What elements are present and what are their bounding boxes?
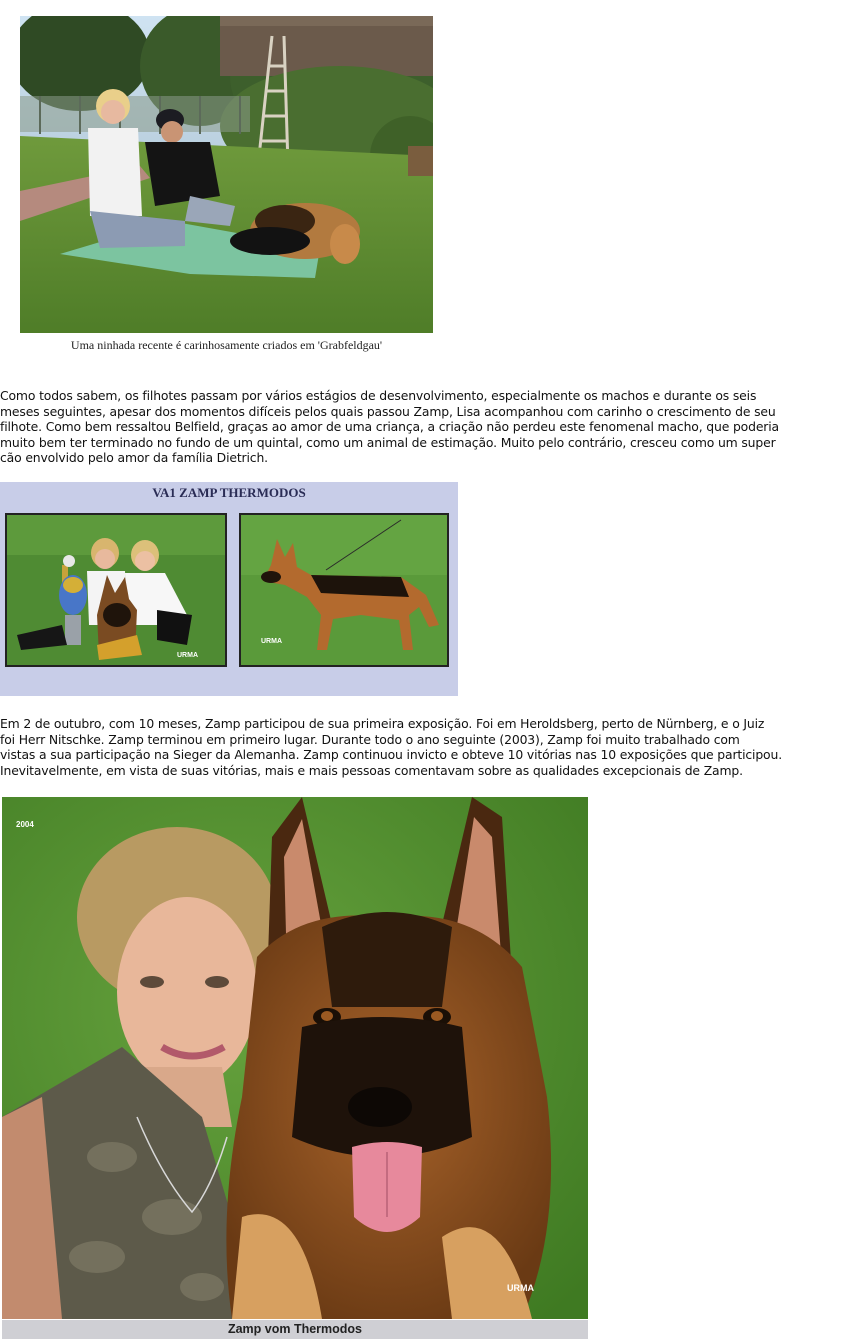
text-line: vistas a sua participação na Sieger da Alemanha. Zamp continuou invicto e obteve 10 vitórias nas 10 exposições que participou. bbox=[0, 747, 782, 762]
litter-photo bbox=[20, 16, 433, 333]
trophy-photo bbox=[5, 513, 227, 667]
portrait-year-label: 2004 bbox=[16, 820, 34, 829]
text-line: muito bem ter terminado no fundo de um quintal, como um animal de estimação. Muito pelo contrário, cresceu como um super bbox=[0, 434, 776, 450]
text-line: Em 2 de outubro, com 10 meses, Zamp participou de sua primeira exposição. Foi em Heroldsberg, perto de Nürnberg, e o Juiz bbox=[0, 716, 765, 731]
paragraph-first-show bbox=[0, 716, 850, 778]
text-line: filhote. Como bem ressaltou Belfield, graças ao amor de uma criança, a criação não perdeu este fenomenal macho, que poderia bbox=[0, 419, 779, 434]
trophy-photo-image bbox=[7, 515, 225, 665]
portrait-photo-image bbox=[2, 797, 588, 1319]
zamp-banner bbox=[0, 482, 458, 696]
banner-title: VA1 ZAMP THERMODOS bbox=[152, 485, 306, 500]
portrait-photo bbox=[2, 797, 588, 1319]
stacked-dog-photo bbox=[239, 513, 449, 667]
portrait-watermark: URMA bbox=[507, 1283, 534, 1293]
stacked-dog-photo-watermark: URMA bbox=[261, 638, 282, 645]
stacked-dog-photo-image bbox=[241, 515, 447, 665]
text-line: Como todos sabem, os filhotes passam por vários estágios de desenvolvimento, especialmente os machos e durante os seis bbox=[0, 388, 757, 403]
paragraph-development bbox=[0, 388, 850, 466]
litter-photo-image bbox=[20, 16, 433, 333]
portrait-caption: Zamp vom Thermodos bbox=[2, 1320, 588, 1339]
trophy-photo-watermark: URMA bbox=[177, 652, 198, 659]
litter-photo-caption: Uma ninhada recente é carinhosamente criados em 'Grabfeldgau' bbox=[70, 338, 383, 352]
text-line: meses seguintes, apesar dos momentos difíceis pelos quais passou Zamp, Lisa acompanhou com carinho o crescimento de seu bbox=[0, 403, 776, 419]
text-line: Inevitavelmente, em vista de suas vitórias, mais e mais pessoas comentavam sobre as qualidades excepcionais de Zamp. bbox=[0, 762, 743, 778]
text-line: foi Herr Nitschke. Zamp terminou em primeiro lugar. Durante todo o ano seguinte (2003), Zamp foi muito trabalhado com bbox=[0, 731, 740, 747]
text-line: cão envolvido pelo amor da família Dietrich. bbox=[0, 450, 268, 465]
